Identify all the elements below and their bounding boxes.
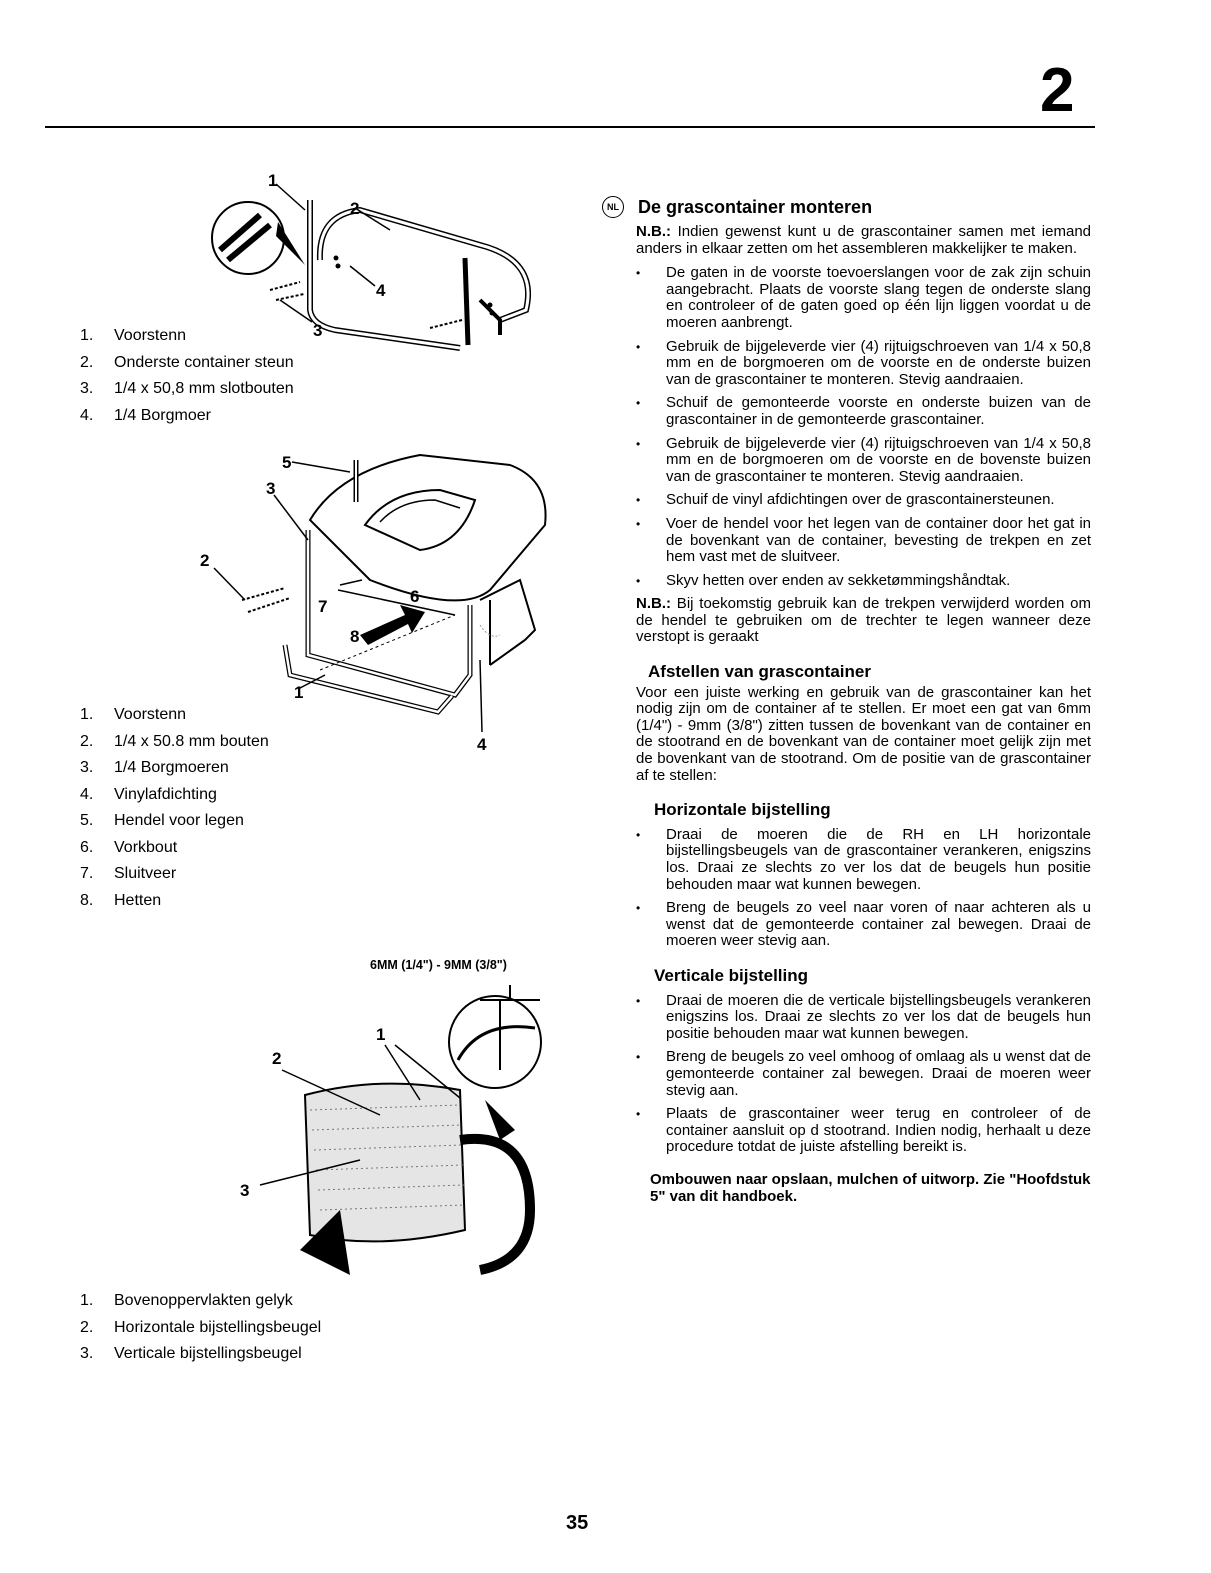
legend-item: 2. Horizontale bijstellingsbeugel bbox=[80, 1318, 322, 1336]
fig1-callout-2: 2 bbox=[350, 199, 360, 218]
legend-item: 1. Bovenoppervlakten gelyk bbox=[80, 1292, 293, 1309]
legend-item: 6. Vorkbout bbox=[80, 838, 178, 856]
figure2-legend bbox=[80, 702, 269, 914]
figure3-legend bbox=[80, 1288, 321, 1368]
fig3-callout-1: 1 bbox=[376, 1025, 386, 1044]
note-paragraph: N.B.: Indien gewenst kunt u de grascontainer samen met iemand anders in elkaar zetten om het assembleren makkelijker te maken. bbox=[636, 223, 1091, 257]
fig2-callout-7: 7 bbox=[318, 597, 328, 616]
header-rule bbox=[45, 126, 1095, 128]
list-item: • Voer de hendel voor het legen van de container door het gat in de bovenkant van de container, bevesting de trekpen en zet hem vast met de sluitveer. bbox=[636, 516, 1091, 566]
fig2-callout-2: 2 bbox=[200, 551, 210, 570]
fig2-callout-1: 1 bbox=[294, 683, 304, 702]
fig3-callout-3: 3 bbox=[240, 1181, 250, 1200]
instructions-column bbox=[607, 196, 1091, 1205]
fig2-callout-5: 5 bbox=[282, 453, 292, 472]
chapter-reference-note: Ombouwen naar opslaan, mulchen of uitworp. Zie "Hoofdstuk 5" van dit handboek. bbox=[650, 1170, 1091, 1205]
list-item: • Schuif de gemonteerde voorste en onderste buizen van de grascontainer in de gemonteerde grascontainer. bbox=[636, 395, 1091, 428]
fig2-callout-6: 6 bbox=[410, 587, 420, 606]
fig2-callout-3: 3 bbox=[266, 479, 276, 498]
legend-item: 8. Hetten bbox=[80, 891, 162, 909]
list-item: • Gebruik de bijgeleverde vier (4) rijtuigschroeven van 1/4 x 50,8 mm en de borgmoeren om de voorste en de onderste buizen van de grascontainer te monteren. Stevig aandraaien. bbox=[636, 339, 1091, 389]
legend-item: 3. 1/4 Borgmoeren bbox=[80, 759, 229, 776]
fig2-callout-8: 8 bbox=[350, 627, 360, 646]
list-item: • Breng de beugels zo veel naar voren of naar achteren als u wenst dat de gemonteerde container zal bewegen. Draai de moeren weer stevig aan. bbox=[636, 900, 1091, 950]
fig1-callout-1: 1 bbox=[268, 171, 278, 190]
list-item: • Gebruik de bijgeleverde vier (4) rijtuigschroeven van 1/4 x 50,8 mm en de borgmoeren om de voorste en de bovenste buizen van de grascontainer te monteren. Stevig aandraaien. bbox=[636, 436, 1091, 486]
gap-dimension-label: 6MM (1/4") - 9MM (3/8") bbox=[370, 958, 507, 972]
legend-item: 1. Voorstenn bbox=[80, 327, 187, 344]
vertical-heading: Verticale bijstelling bbox=[654, 965, 809, 985]
adjustment-drawing bbox=[230, 980, 550, 1285]
note-paragraph: N.B.: Bij toekomstig gebruik kan de trekpen verwijderd worden om de hendel te gebruiken om de trechter te legen wanneer deze verstopt is geraakt bbox=[636, 595, 1091, 646]
list-item: • Plaats de grascontainer weer terug en controleer of de container aansluit op d stootrand. Indien nodig, herhaalt u deze procedure totdat de juiste afstelling bereikt is. bbox=[636, 1106, 1091, 1156]
list-item: • Draai de moeren die de RH en LH horizontale bijstellingsbeugels van de grascontainer verankeren, enigszins los. Draai ze slechts zo ver los dat de beugels hun positie behouden maar wat kunnen bewegen. bbox=[636, 827, 1091, 893]
page-number: 35 bbox=[566, 1512, 589, 1534]
list-item: • Skyv hetten over enden av sekketømmingshåndtak. bbox=[636, 573, 1091, 590]
legend-item: 2. 1/4 x 50.8 mm bouten bbox=[80, 732, 269, 750]
vertical-steps bbox=[636, 993, 1091, 1156]
legend-item: 7. Sluitveer bbox=[80, 865, 177, 882]
list-item: • Schuif de vinyl afdichtingen over de grascontainersteunen. bbox=[636, 492, 1091, 509]
section-title bbox=[607, 196, 1091, 218]
adjust-intro: Voor een juiste werking en gebruik van de grascontainer kan het nodig zijn om de container af te stellen. Er moet een gat van 6mm (1/4") - 9mm (3/8") zitten tussen de bovenkant van de container en de stootrand en de bovenkant van de container moet gelijk zijn met de bovenkant van de stootrand. Om de positie van de grascontainer af te stellen: bbox=[636, 683, 1091, 784]
language-badge-icon: NL bbox=[602, 196, 624, 218]
fig1-callout-3: 3 bbox=[313, 321, 323, 340]
fig3-callout-2: 2 bbox=[272, 1049, 282, 1068]
horizontal-heading: Horizontale bijstelling bbox=[654, 800, 831, 820]
legend-item: 4. 1/4 Borgmoer bbox=[80, 406, 211, 424]
chapter-number: 2 bbox=[1040, 56, 1075, 125]
legend-item: 4. Vinylafdichting bbox=[80, 785, 217, 803]
section-title-text: De grascontainer monteren bbox=[638, 196, 873, 217]
list-item: • Breng de beugels zo veel omhoog of omlaag als u wenst dat de gemonteerde container zal bewegen. Draai de moeren weer stevig aan. bbox=[636, 1049, 1091, 1099]
assembly-steps bbox=[636, 265, 1091, 589]
list-item: • Draai de moeren die de verticale bijstellingsbeugels verankeren enigszins los. Draai ze slechts zo ver los dat de beugels hun positie behouden maar wat kunnen bewegen. bbox=[636, 993, 1091, 1043]
legend-item: 3. Verticale bijstellingsbeugel bbox=[80, 1345, 302, 1362]
horizontal-steps bbox=[636, 827, 1091, 950]
figure-adjustment bbox=[230, 980, 550, 1285]
adjust-heading: Afstellen van grascontainer bbox=[648, 662, 871, 682]
legend-item: 1. Voorstenn bbox=[80, 706, 187, 723]
figure1-legend bbox=[80, 323, 294, 429]
fig1-callout-4: 4 bbox=[376, 281, 386, 300]
legend-item: 3. 1/4 x 50,8 mm slotbouten bbox=[80, 380, 294, 397]
legend-item: 5. Hendel voor legen bbox=[80, 812, 244, 829]
list-item: • De gaten in de voorste toevoerslangen voor de zak zijn schuin aangebracht. Plaats de voorste slang tegen de onderste slang en controleer of de gaten goed op één lijn liggen voordat u de moeren aanbrengt. bbox=[636, 265, 1091, 331]
legend-item: 2. Onderste container steun bbox=[80, 353, 294, 371]
fig2-callout-4: 4 bbox=[477, 735, 487, 750]
